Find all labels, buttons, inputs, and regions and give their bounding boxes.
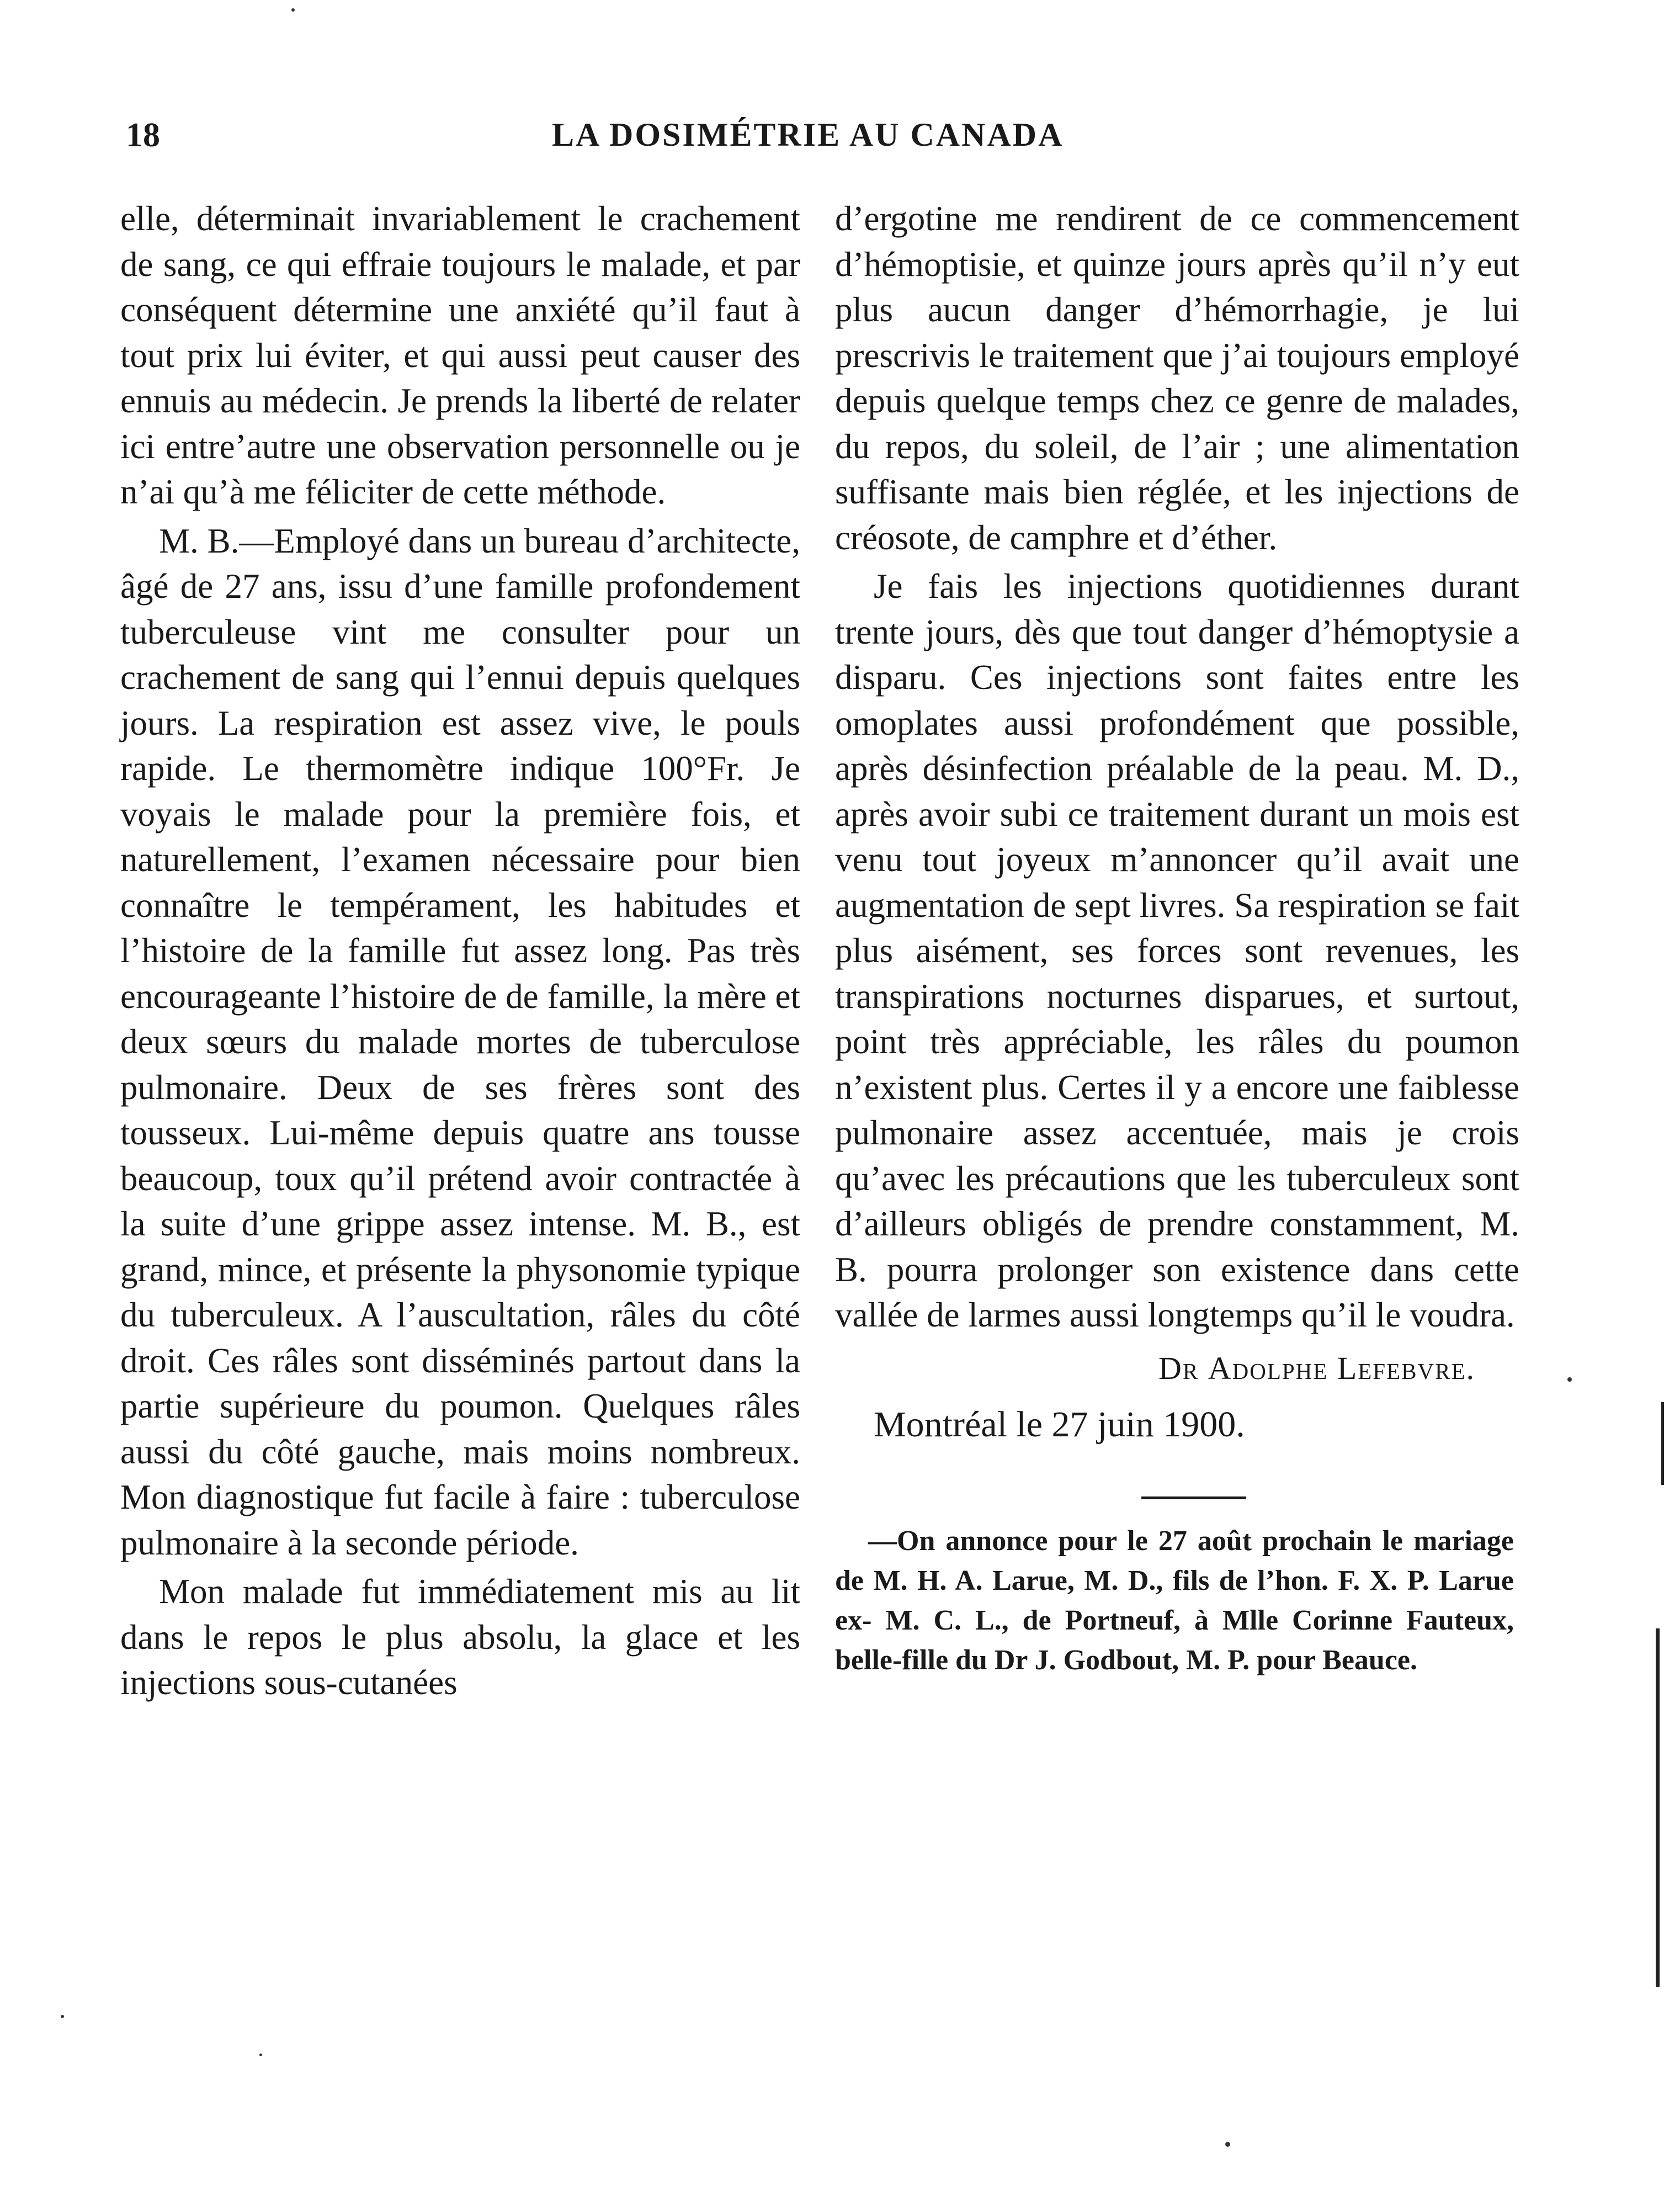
paragraph-treatment: Mon malade fut immédiatement mis au lit dans le repos le plus absolu, la glace et les injections sous-cutanées [120,1572,800,1702]
scan-speck [291,8,295,12]
left-column [120,196,800,1706]
scan-edge-mark [1661,1402,1664,1485]
scan-speck [1567,1377,1572,1382]
right-column [835,196,1519,1680]
paragraph-treatment-continued: d’ergotine me rendirent de ce commencement d’hémoptisie, et quinze jours après qu’il n’y eut plus aucun danger d’hémorrhagie, je lui prescrivis le traitement que j’ai toujours employé depuis quelque temps chez ce genre de malades, du repos, du soleil, de l’air ; une alimentation suffisante mais bien réglée, et les injections de créosote, de camphre et d’éther. [835,199,1519,557]
signature-name: Adolphe Lefebvre. [1208,1350,1475,1386]
scan-edge-mark [1656,1628,1660,1987]
paragraph-continuation: elle, déterminait invariablement le crachement de sang, ce qui effraie toujours le malade, et par conséquent détermine une anxiété qu’il faut à tout prix lui éviter, et qui aussi peut causer des ennuis au médecin. Je prends la liberté de relater ici entre’autre une observation personnelle ou je n’ai qu’à me féliciter de cette méthode. [120,199,800,511]
dateline: Montréal le 27 juin 1900. [874,1404,1245,1445]
section-divider [1141,1496,1246,1499]
paragraph-case-report: M. B.—Employé dans un bureau d’architecte, âgé de 27 ans, issu d’une famille profondement tuberculeuse vint me consulter pour un crachement de sang qui l’ennui depuis quelques jours. La respiration est assez vive, le pouls rapide. Le thermomètre indique 100°Fr. Je voyais le malade pour la première fois, et naturellement, l’examen nécessaire pour bien connaître le tempérament, les habitudes et l’histoire de la famille fut assez long. Pas très encourageante l’histoire de de famille, la mère et deux sœurs du malade mortes de tuberculose pulmonaire. Deux de ses frères sont des tousseux. Lui-même depuis quatre ans tousse beaucoup, toux qu’il prétend avoir contractée à la suite d’une grippe assez intense. M. B., est grand, mince, et présente la physonomie typique du tuberculeux. A l’auscultation, râles du côté droit. Ces râles sont disséminés partout dans la partie supérieure du poumon. Quelques râles aussi du côté gauche, mais moins nombreux. Mon diagnostique fut facile à faire : tuberculose pulmonaire à la seconde période. [120,521,800,1562]
scan-speck [1225,2142,1230,2147]
paragraph-injections: Je fais les injections quotidiennes durant trente jours, dès que tout danger d’hémoptysie a disparu. Ces injections sont faites entre les omoplates aussi profondément que possible, après désinfection préalable de la peau. M. D., après avoir subi ce traitement durant un mois est venu tout joyeux m’annoncer qu’il avait une augmentation de sept livres. Sa respiration se fait plus aisément, ses forces sont revenues, les transpirations nocturnes disparues, et surtout, point très appréciable, les râles du poumon n’existent plus. Certes il y a encore une faiblesse pulmonaire assez accentuée, mais je crois qu’avec les précautions que les tuberculeux sont d’ailleurs obligés de prendre constamment, M. B. pourra prolonger son existence dans cette vallée de larmes aussi longtemps qu’il le voudra. [835,567,1519,1334]
news-item: —On annonce pour le 27 août prochain le mariage de M. H. A. Larue, M. D., fils de l’hon. F. X. P. Larue ex- M. C. L., de Portneuf, à Mlle Corinne Fauteux, belle-fille du Dr J. Godbout, M. P. pour Beauce. [835,1525,1514,1676]
running-header [0,116,1680,155]
author-signature [835,1346,1519,1392]
signature-title: Dr [1158,1350,1199,1386]
scan-speck [259,2053,262,2056]
scan-speck [61,2015,64,2018]
page-number: 18 [126,116,160,154]
running-title: LA DOSIMÉTRIE AU CANADA [552,116,1064,153]
